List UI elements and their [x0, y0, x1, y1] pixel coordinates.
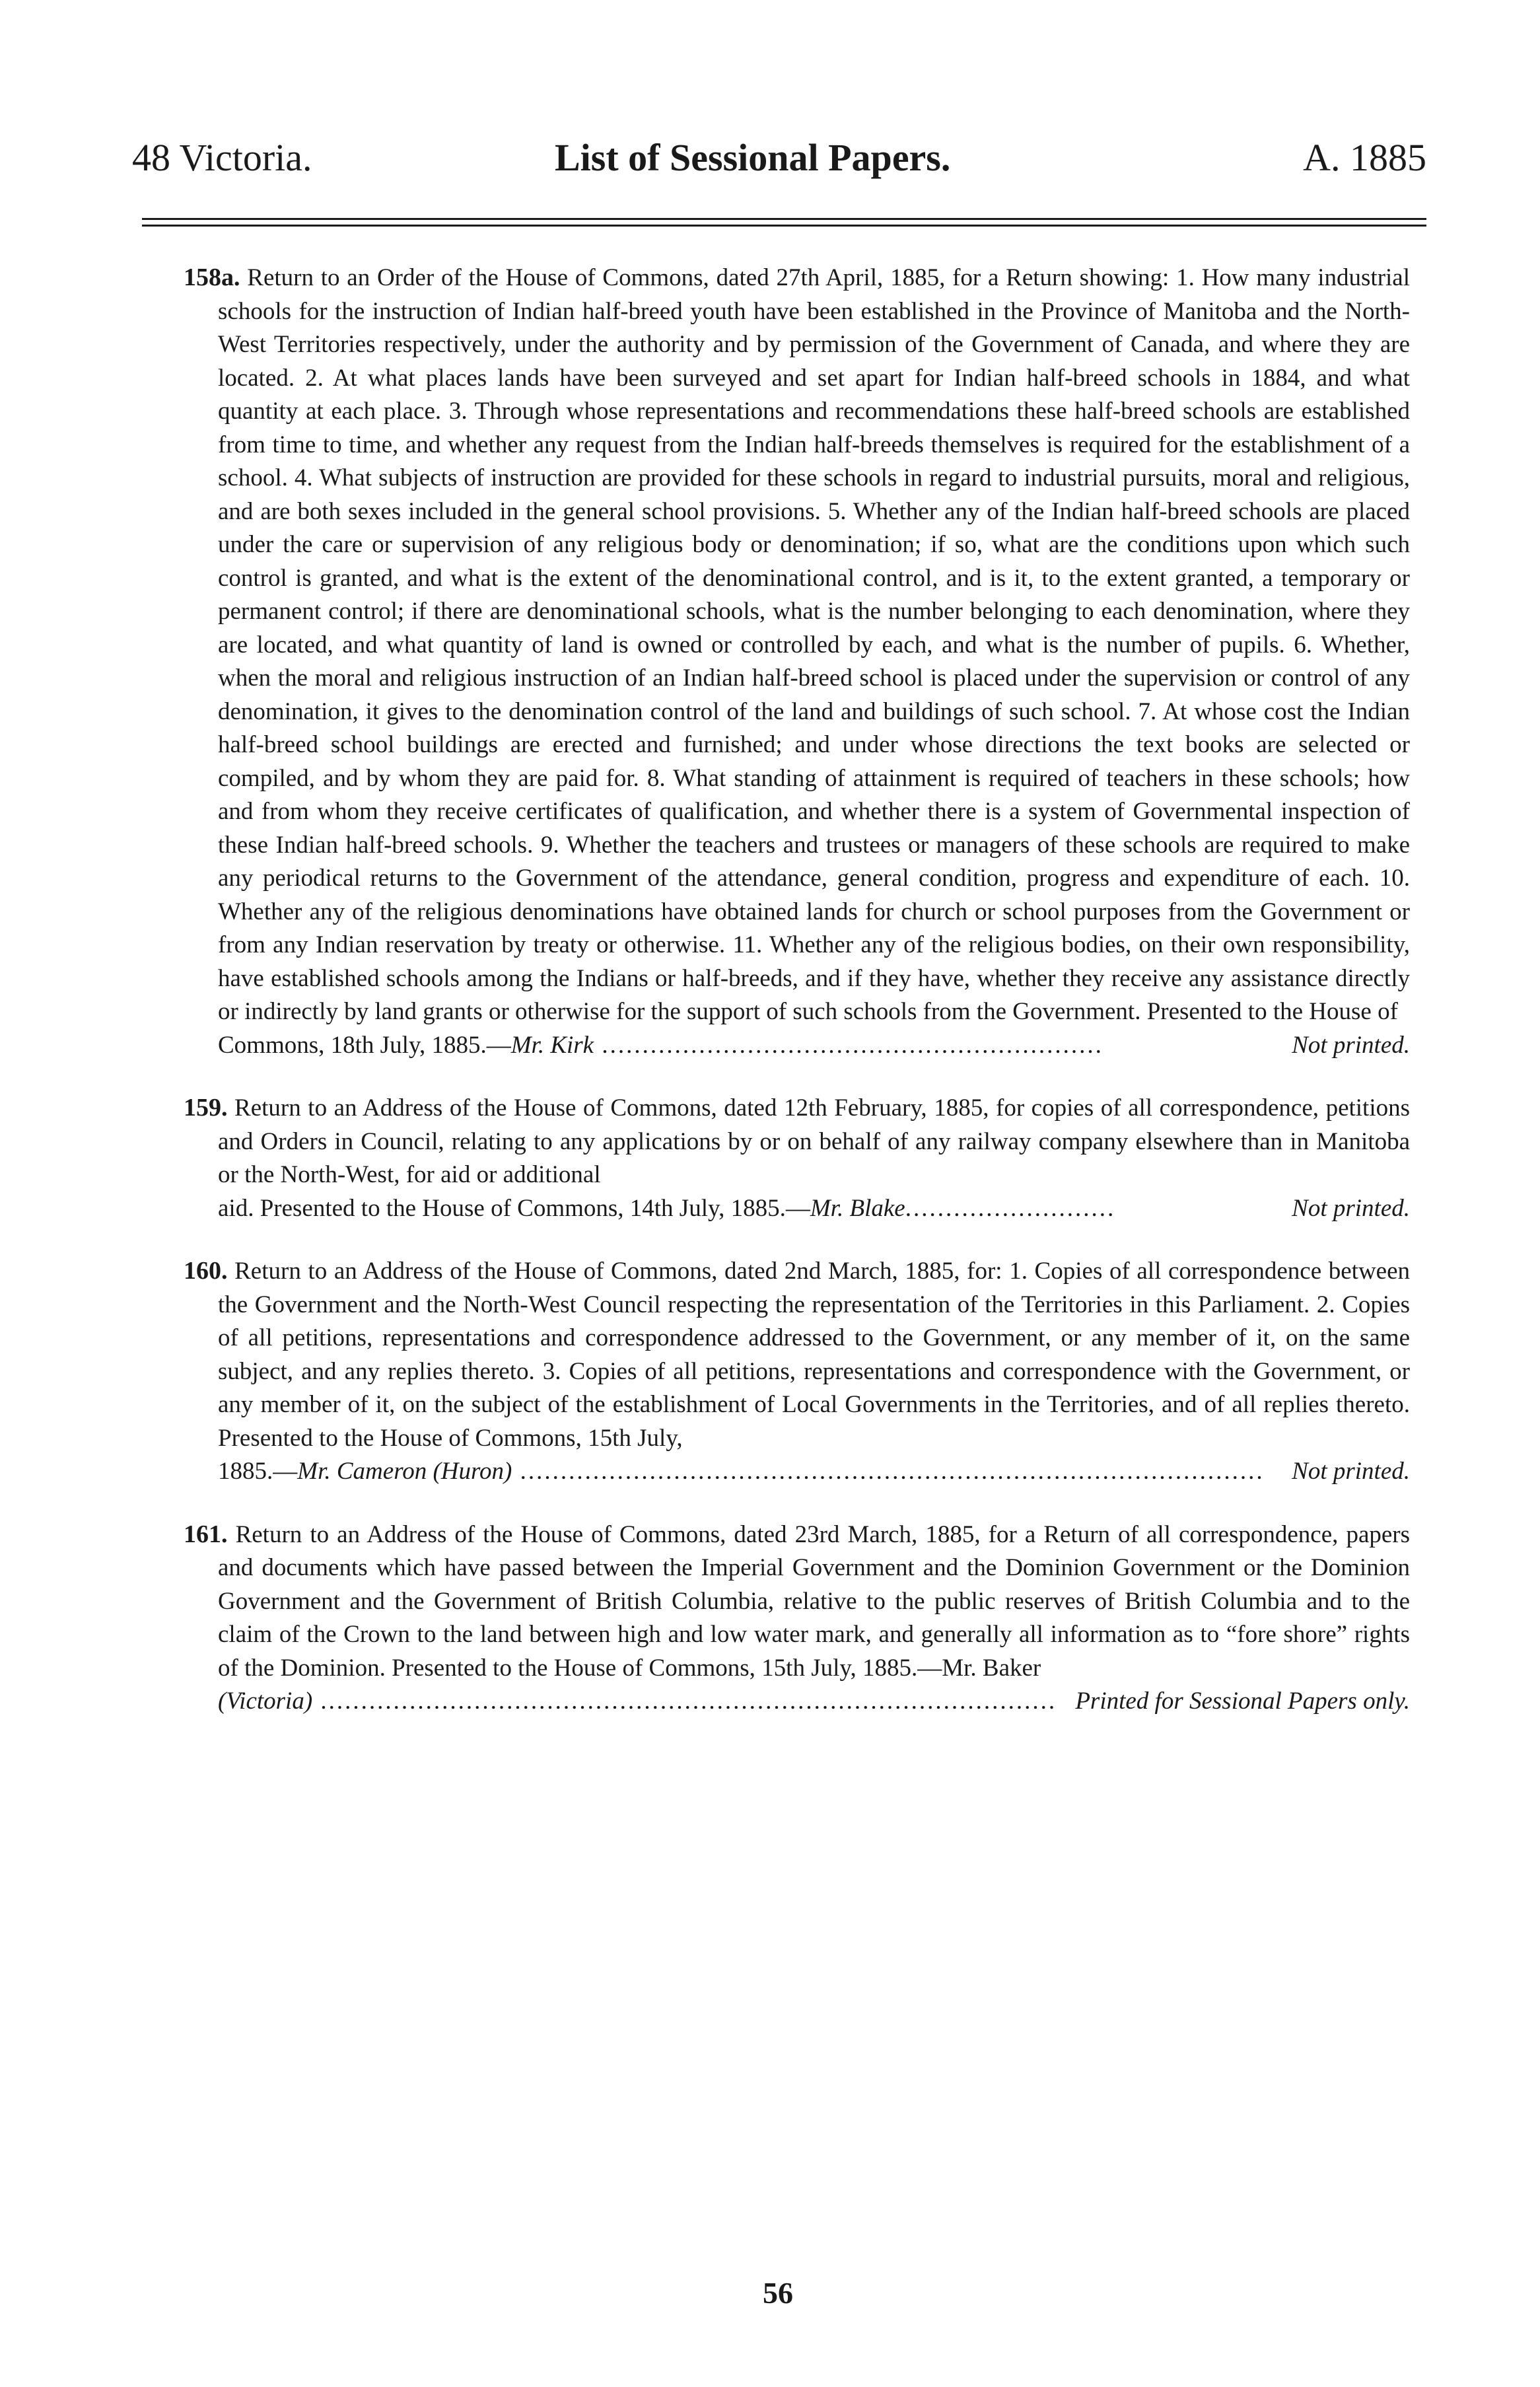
header-rule-bottom — [142, 225, 1426, 227]
entry-tail: aid. Presented to the House of Commons, 14th July, 1885.— — [218, 1194, 810, 1222]
entry-body: Return to an Address of the House of Commons, dated 23rd March, 1885, for a Return of all correspondence, papers and documents which have passed between the Imperial Government and the Dominion Government or the Dominion Government and the Government of British Columbia, relative to the public reserves of British Columbia and to the claim of the Crown to the land between high and low water mark, and generally all information as to “fore shore” rights of the Dominion. Presented to the House of Commons, 15th July, 1885.—Mr. Baker — [218, 1520, 1411, 1682]
header-rule-top — [142, 218, 1426, 220]
entry-body: Return to an Address of the House of Commons, dated 12th February, 1885, for copies of all correspondence, petitions and Orders in Council, relating to any applications by or on behalf of any railway company elsewhere than in Manitoba or the North-West, for aid or additional — [218, 1094, 1411, 1188]
list-entry — [184, 1254, 1411, 1489]
entry-signer: Mr. Kirk — [510, 1031, 594, 1059]
entry-signer: Mr. Cameron (Huron) — [297, 1458, 512, 1485]
entry-number: 158a. — [184, 264, 240, 291]
entry-tail: Commons, 18th July, 1885.— — [218, 1031, 511, 1059]
entry-last-line — [218, 1685, 1410, 1719]
entry-body: Return to an Order of the House of Commons, dated 27th April, 1885, for a Return showing: 1. How many industrial schools for the instruction of Indian half-breed youth have been established in the Province of Manitoba and the North-West Territories respectively, under the authority and by permission of the Government of Canada, and where they are located. 2. At what places lands have been surveyed and set apart for Indian half-breed schools in 1884, and what quantity at each place. 3. Through whose representations and recommendations these half-breed schools are established from time to time, and whether any request from the Indian half-breeds themselves is required for the establishment of a school. 4. What subjects of instruction are provided for these schools in regard to industrial pursuits, moral and religious, and are both sexes included in the general school provisions. 5. Whether any of the Indian half-breed schools are placed under the care or supervision of any religious body or denomination; if so, what are the conditions upon which such control is granted, and what is the extent of the denominational control, and is it, to the extent granted, a temporary or permanent control; if there are denominational schools, what is the number belonging to each denomination, where they are located, and what quantity of land is owned or controlled by each, and what is the number of pupils. 6. Whether, when the moral and religious instruction of an Indian half-breed school is placed under the supervision or control of any denomination, it gives to the denomination control of the land and buildings of such school. 7. At whose cost the Indian half-breed school buildings are erected and furnished; and under whose directions the text books are selected or compiled, and by whom they are paid for. 8. What standing of attainment is required of teachers in these schools; how and from whom they receive certificates of qualification, and whether there is a system of Governmental inspection of these Indian half-breed schools. 9. Whether the teachers and trustees or managers of these schools are required to make any periodical returns to the Government of the attendance, general condition, progress and expenditure of each. 10. Whether any of the religious denominations have obtained lands for church or school purposes from the Government or from any Indian reservation by treaty or otherwise. 11. Whether any of the religious bodies, on their own responsibility, have established schools among the Indians or half-breeds, and if they have, whether they receive any assistance directly or indirectly by land grants or otherwise for the support of such schools from the Government. Presented to the House of — [218, 264, 1411, 1025]
sessional-papers-list — [184, 261, 1411, 1719]
entry-last-line — [218, 1192, 1410, 1226]
page-header — [132, 135, 1426, 195]
entry-status: Not printed. — [1292, 1194, 1410, 1222]
list-entry — [184, 1091, 1411, 1225]
entry-tail: 1885.— — [218, 1458, 298, 1485]
page-number: 56 — [763, 2276, 793, 2310]
header-title: List of Sessional Papers. — [555, 136, 951, 179]
entry-last-line — [218, 1455, 1410, 1489]
entry-signer: (Victoria) — [218, 1688, 313, 1715]
leader-dots: .............................................................. — [594, 1031, 1103, 1059]
entry-number: 159. — [184, 1094, 228, 1122]
entry-signer: Mr. Blake — [810, 1194, 905, 1222]
entry-status: Not printed. — [1292, 1031, 1410, 1059]
leader-dots: .......................... — [905, 1194, 1116, 1222]
leader-dots: ........................................................................................... — [312, 1688, 1057, 1715]
entry-status: Not printed. — [1292, 1458, 1410, 1485]
entry-number: 160. — [184, 1257, 228, 1285]
list-entry — [184, 1518, 1411, 1719]
list-entry — [184, 261, 1411, 1062]
leader-dots: ............................................................................................ — [512, 1458, 1265, 1485]
entry-last-line — [218, 1029, 1410, 1063]
header-double-rule — [142, 218, 1426, 227]
header-year: A. 1885 — [1303, 136, 1426, 179]
entry-status: Printed for Sessional Papers only. — [1075, 1688, 1410, 1715]
entry-body: Return to an Address of the House of Commons, dated 2nd March, 1885, for: 1. Copies of all correspondence between the Government and the North-West Council respecting the representation of the Territories in this Parliament. 2. Copies of all petitions, representations and correspondence addressed to the Government, or any member of it, on the same subject, and any replies thereto. 3. Copies of all petitions, representations and correspondence with the Government, or any member of it, on the subject of the establishment of Local Governments in the Territories, and of all replies thereto. Presented to the House of Commons, 15th July, — [218, 1258, 1411, 1452]
header-session: 48 Victoria. — [132, 136, 312, 179]
entry-number: 161. — [184, 1520, 228, 1548]
